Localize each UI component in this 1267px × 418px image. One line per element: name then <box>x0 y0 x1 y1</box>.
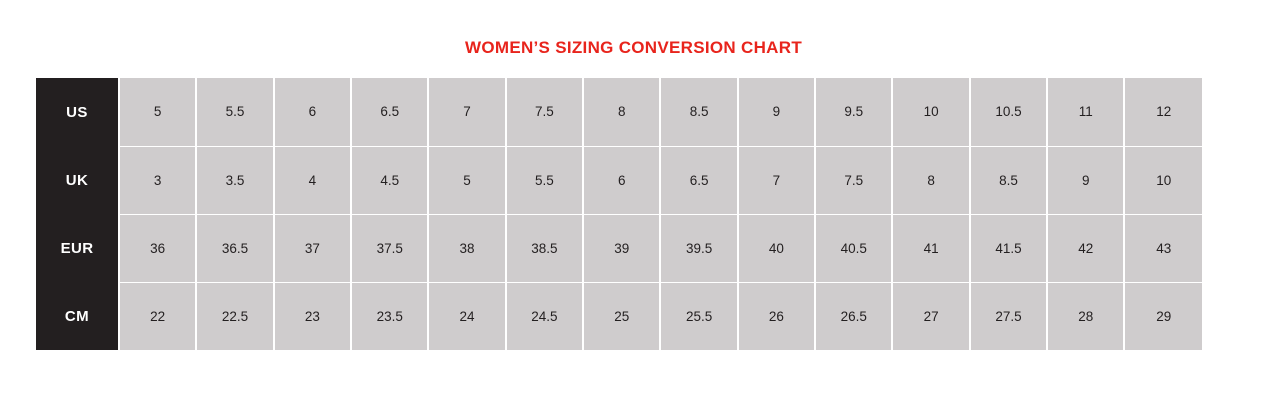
cell-us-1: 5 <box>119 78 196 146</box>
row-header-cm: CM <box>36 282 119 350</box>
cell-us-13: 11 <box>1047 78 1124 146</box>
row-header-eur: EUR <box>36 214 119 282</box>
table-row <box>36 146 1202 214</box>
cell-us-5: 7 <box>428 78 505 146</box>
cell-eur-4: 37.5 <box>351 214 428 282</box>
cell-eur-1: 36 <box>119 214 196 282</box>
table-row <box>36 78 1202 146</box>
cell-us-11: 10 <box>892 78 969 146</box>
cell-cm-7: 25 <box>583 282 660 350</box>
cell-uk-7: 6 <box>583 146 660 214</box>
cell-cm-14: 29 <box>1124 282 1202 350</box>
cell-eur-14: 43 <box>1124 214 1202 282</box>
cell-eur-11: 41 <box>892 214 969 282</box>
cell-us-10: 9.5 <box>815 78 892 146</box>
cell-cm-13: 28 <box>1047 282 1124 350</box>
cell-us-7: 8 <box>583 78 660 146</box>
cell-cm-2: 22.5 <box>196 282 273 350</box>
cell-eur-2: 36.5 <box>196 214 273 282</box>
cell-uk-11: 8 <box>892 146 969 214</box>
cell-cm-8: 25.5 <box>660 282 737 350</box>
cell-eur-7: 39 <box>583 214 660 282</box>
cell-eur-8: 39.5 <box>660 214 737 282</box>
row-header-us: US <box>36 78 119 146</box>
cell-us-4: 6.5 <box>351 78 428 146</box>
table-row <box>36 282 1202 350</box>
cell-uk-6: 5.5 <box>506 146 583 214</box>
cell-us-14: 12 <box>1124 78 1202 146</box>
cell-cm-4: 23.5 <box>351 282 428 350</box>
cell-uk-2: 3.5 <box>196 146 273 214</box>
cell-us-6: 7.5 <box>506 78 583 146</box>
cell-cm-3: 23 <box>274 282 351 350</box>
cell-cm-9: 26 <box>738 282 815 350</box>
size-conversion-table <box>36 78 1202 350</box>
cell-eur-13: 42 <box>1047 214 1124 282</box>
cell-uk-10: 7.5 <box>815 146 892 214</box>
cell-eur-6: 38.5 <box>506 214 583 282</box>
cell-uk-13: 9 <box>1047 146 1124 214</box>
cell-uk-8: 6.5 <box>660 146 737 214</box>
size-conversion-table-wrapper <box>36 78 1202 350</box>
table-row <box>36 214 1202 282</box>
cell-uk-5: 5 <box>428 146 505 214</box>
cell-uk-1: 3 <box>119 146 196 214</box>
cell-uk-3: 4 <box>274 146 351 214</box>
cell-us-2: 5.5 <box>196 78 273 146</box>
cell-us-8: 8.5 <box>660 78 737 146</box>
cell-uk-14: 10 <box>1124 146 1202 214</box>
cell-cm-5: 24 <box>428 282 505 350</box>
cell-us-12: 10.5 <box>970 78 1047 146</box>
cell-uk-4: 4.5 <box>351 146 428 214</box>
row-header-uk: UK <box>36 146 119 214</box>
cell-us-3: 6 <box>274 78 351 146</box>
cell-eur-3: 37 <box>274 214 351 282</box>
cell-cm-10: 26.5 <box>815 282 892 350</box>
cell-eur-10: 40.5 <box>815 214 892 282</box>
cell-eur-12: 41.5 <box>970 214 1047 282</box>
cell-eur-5: 38 <box>428 214 505 282</box>
cell-cm-1: 22 <box>119 282 196 350</box>
cell-cm-11: 27 <box>892 282 969 350</box>
cell-eur-9: 40 <box>738 214 815 282</box>
cell-cm-6: 24.5 <box>506 282 583 350</box>
cell-uk-12: 8.5 <box>970 146 1047 214</box>
cell-uk-9: 7 <box>738 146 815 214</box>
cell-cm-12: 27.5 <box>970 282 1047 350</box>
cell-us-9: 9 <box>738 78 815 146</box>
page-title: WOMEN’S SIZING CONVERSION CHART <box>464 38 803 57</box>
